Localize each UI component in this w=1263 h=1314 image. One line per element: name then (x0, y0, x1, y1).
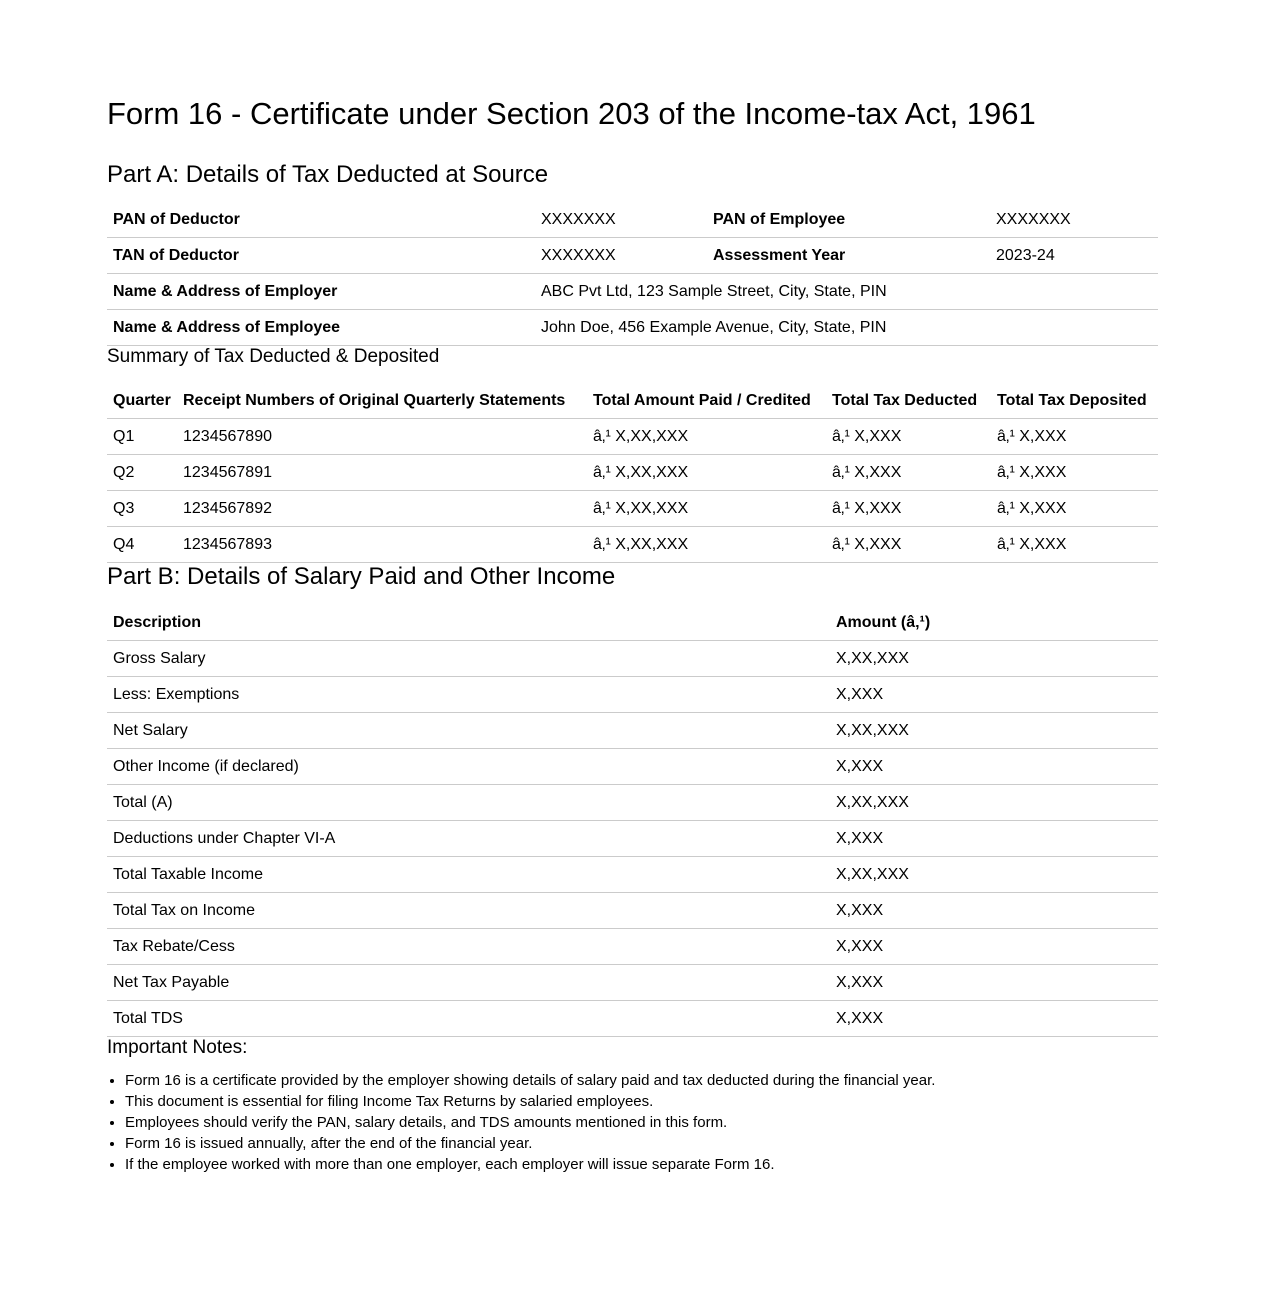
deposited-cell: â‚¹ X,XXX (991, 491, 1158, 527)
amount-cell: X,XX,XXX (830, 785, 1158, 821)
deducted-cell: â‚¹ X,XXX (826, 455, 991, 491)
note-item: • Form 16 is a certificate provided by the employer showing details of salary paid and tax deducted during the financial year. (125, 1072, 1158, 1090)
amount-cell: X,XXX (830, 677, 1158, 713)
description-cell: Tax Rebate/Cess (107, 929, 830, 965)
table-row (107, 1001, 1158, 1037)
col-tax-deposited: Total Tax Deposited (991, 383, 1158, 419)
description-cell: Net Tax Payable (107, 965, 830, 1001)
description-cell: Less: Exemptions (107, 677, 830, 713)
pan-deductor-label: PAN of Deductor (107, 202, 535, 238)
table-row (107, 274, 1158, 310)
description-cell: Gross Salary (107, 641, 830, 677)
table-header-row (107, 605, 1158, 641)
col-amount: Amount (â‚¹) (830, 605, 1158, 641)
col-total-amount: Total Amount Paid / Credited (587, 383, 826, 419)
table-row (107, 785, 1158, 821)
salary-details-table (107, 605, 1158, 1037)
table-row (107, 929, 1158, 965)
table-row (107, 713, 1158, 749)
deducted-cell: â‚¹ X,XXX (826, 527, 991, 563)
employee-name-address-label: Name & Address of Employee (107, 310, 535, 346)
important-notes-heading: Important Notes: (107, 1037, 248, 1059)
table-row (107, 310, 1158, 346)
part-b-heading: Part B: Details of Salary Paid and Other Income (107, 563, 616, 591)
col-quarter: Quarter (107, 383, 177, 419)
col-receipt-numbers: Receipt Numbers of Original Quarterly Statements (177, 383, 587, 419)
amount-cell: X,XX,XXX (830, 713, 1158, 749)
deducted-cell: â‚¹ X,XXX (826, 491, 991, 527)
table-row (107, 677, 1158, 713)
amount-cell: X,XXX (830, 893, 1158, 929)
description-cell: Total TDS (107, 1001, 830, 1037)
pan-employee-value: XXXXXXX (990, 202, 1158, 238)
table-row (107, 893, 1158, 929)
page-title: Form 16 - Certificate under Section 203 of the Income-tax Act, 1961 (107, 96, 1036, 131)
employer-name-address-value: ABC Pvt Ltd, 123 Sample Street, City, State, PIN (535, 274, 1158, 310)
description-cell: Deductions under Chapter VI-A (107, 821, 830, 857)
table-row (107, 527, 1158, 563)
amount-cell: X,XX,XXX (830, 857, 1158, 893)
table-header-row (107, 383, 1158, 419)
deposited-cell: â‚¹ X,XXX (991, 419, 1158, 455)
receipt-cell: 1234567891 (177, 455, 587, 491)
employee-name-address-value: John Doe, 456 Example Avenue, City, State, PIN (535, 310, 1158, 346)
receipt-cell: 1234567893 (177, 527, 587, 563)
summary-heading: Summary of Tax Deducted & Deposited (107, 346, 440, 368)
description-cell: Total (A) (107, 785, 830, 821)
pan-deductor-value: XXXXXXX (535, 202, 707, 238)
amount-cell: X,XXX (830, 965, 1158, 1001)
tan-deductor-label: TAN of Deductor (107, 238, 535, 274)
amount-cell: â‚¹ X,XX,XXX (587, 419, 826, 455)
amount-cell: X,XXX (830, 821, 1158, 857)
amount-cell: â‚¹ X,XX,XXX (587, 527, 826, 563)
deposited-cell: â‚¹ X,XXX (991, 455, 1158, 491)
deducted-cell: â‚¹ X,XXX (826, 419, 991, 455)
quarter-cell: Q4 (107, 527, 177, 563)
description-cell: Total Taxable Income (107, 857, 830, 893)
note-item: • If the employee worked with more than one employer, each employer will issue separate Form 16. (125, 1156, 1158, 1174)
amount-cell: X,XXX (830, 929, 1158, 965)
table-row (107, 749, 1158, 785)
receipt-cell: 1234567892 (177, 491, 587, 527)
note-item: • Employees should verify the PAN, salary details, and TDS amounts mentioned in this form. (125, 1114, 1158, 1132)
deductor-employee-info-table (107, 202, 1158, 346)
note-item: • This document is essential for filing Income Tax Returns by salaried employees. (125, 1093, 1158, 1111)
important-notes-list (107, 1072, 1158, 1174)
amount-cell: X,XXX (830, 1001, 1158, 1037)
receipt-cell: 1234567890 (177, 419, 587, 455)
quarter-cell: Q2 (107, 455, 177, 491)
tax-summary-table (107, 383, 1158, 563)
amount-cell: X,XX,XXX (830, 641, 1158, 677)
amount-cell: â‚¹ X,XX,XXX (587, 491, 826, 527)
table-row (107, 821, 1158, 857)
assessment-year-value: 2023-24 (990, 238, 1158, 274)
table-row (107, 491, 1158, 527)
quarter-cell: Q1 (107, 419, 177, 455)
table-row (107, 965, 1158, 1001)
table-row (107, 641, 1158, 677)
table-row (107, 857, 1158, 893)
assessment-year-label: Assessment Year (707, 238, 990, 274)
table-row (107, 419, 1158, 455)
quarter-cell: Q3 (107, 491, 177, 527)
description-cell: Other Income (if declared) (107, 749, 830, 785)
pan-employee-label: PAN of Employee (707, 202, 990, 238)
tan-deductor-value: XXXXXXX (535, 238, 707, 274)
amount-cell: X,XXX (830, 749, 1158, 785)
note-item: • Form 16 is issued annually, after the end of the financial year. (125, 1135, 1158, 1153)
amount-cell: â‚¹ X,XX,XXX (587, 455, 826, 491)
description-cell: Net Salary (107, 713, 830, 749)
description-cell: Total Tax on Income (107, 893, 830, 929)
part-a-heading: Part A: Details of Tax Deducted at Source (107, 160, 549, 188)
deposited-cell: â‚¹ X,XXX (991, 527, 1158, 563)
col-tax-deducted: Total Tax Deducted (826, 383, 991, 419)
table-row (107, 455, 1158, 491)
table-row (107, 202, 1158, 238)
table-row (107, 238, 1158, 274)
employer-name-address-label: Name & Address of Employer (107, 274, 535, 310)
col-description: Description (107, 605, 830, 641)
